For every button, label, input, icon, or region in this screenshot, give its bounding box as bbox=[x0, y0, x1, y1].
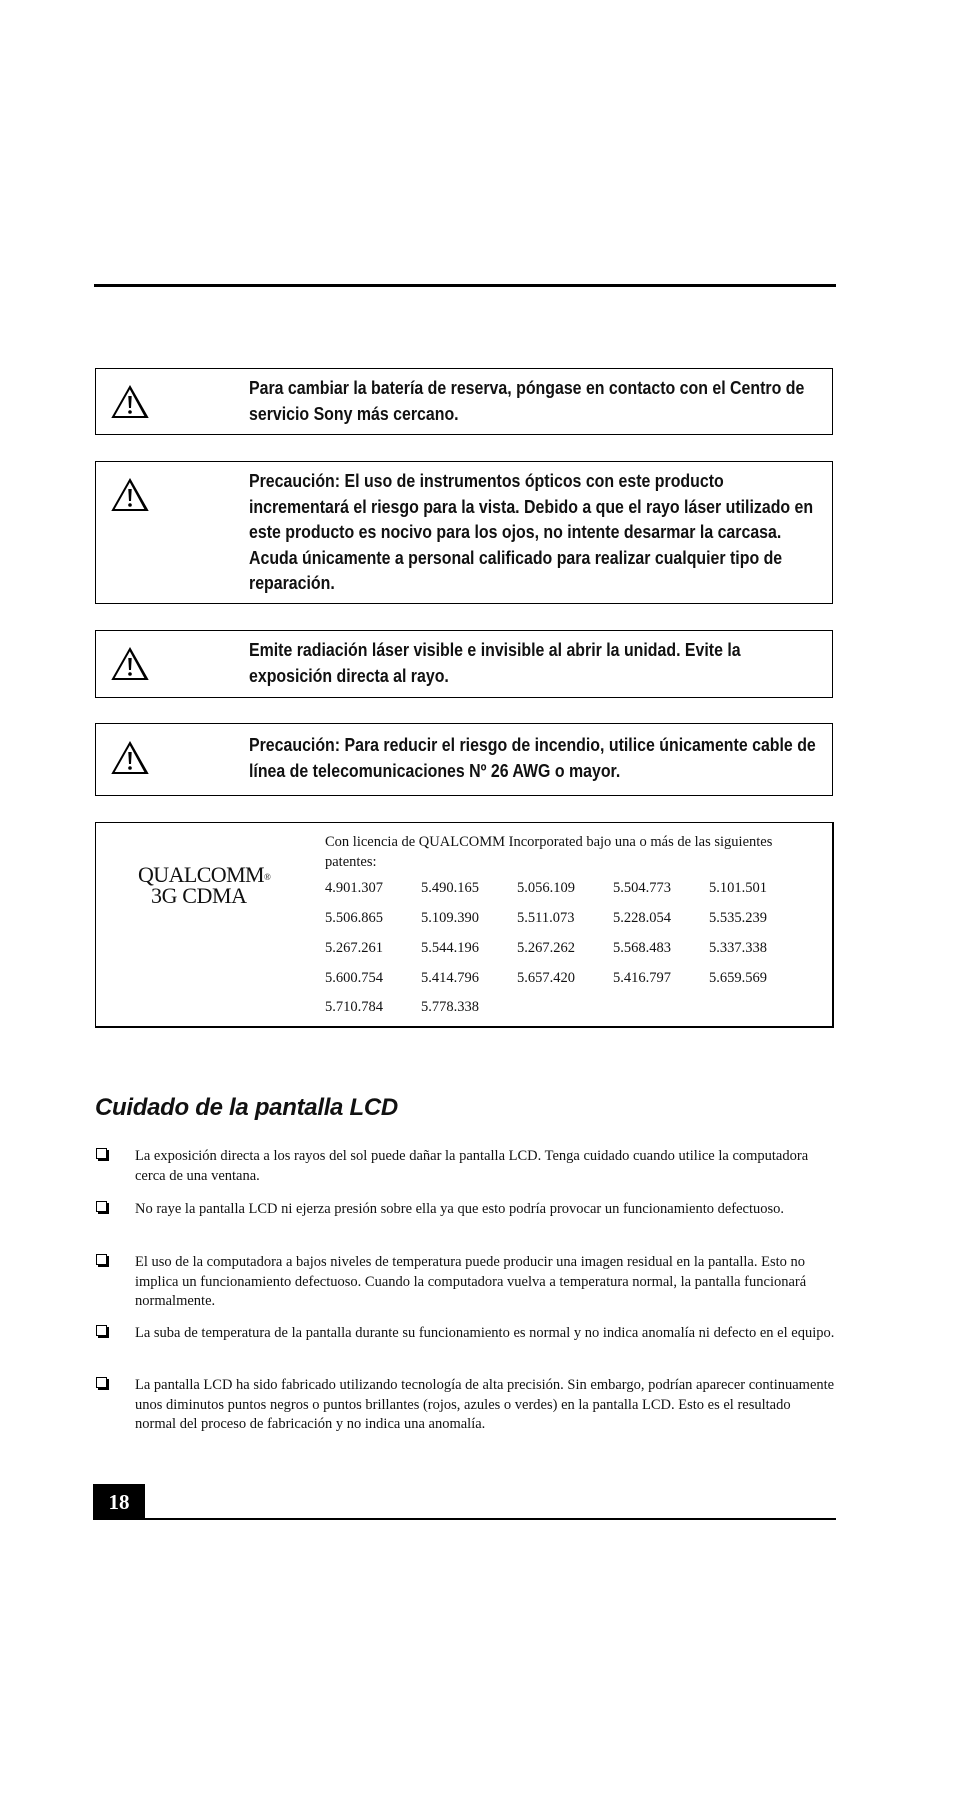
patent-number: 5.504.773 bbox=[613, 880, 671, 896]
checkbox-bullet-icon bbox=[96, 1325, 107, 1336]
patent-number: 5.416.797 bbox=[613, 970, 671, 986]
warning-text: Emite radiación láser visible e invisible al abrir la unidad. Evite la exposición directa al rayo. bbox=[249, 639, 741, 686]
patent-number: 5.056.109 bbox=[517, 880, 575, 896]
warning-triangle-icon bbox=[111, 741, 149, 775]
patent-number: 4.901.307 bbox=[325, 880, 383, 896]
list-item-text: La exposición directa a los rayos del sol puede dañar la pantalla LCD. Tenga cuidado cuando utilice la computadora cerca de una ventana. bbox=[135, 1148, 809, 1184]
patent-number: 5.659.569 bbox=[709, 970, 767, 986]
patent-number: 5.511.073 bbox=[517, 910, 575, 926]
warning-box-battery bbox=[95, 368, 833, 435]
patent-number: 5.228.054 bbox=[613, 910, 671, 926]
license-intro: Con licencia de QUALCOMM Incorporated bajo una o más de las siguientes patentes: bbox=[325, 834, 773, 870]
cdma-logo-text: 3G CDMA bbox=[151, 883, 247, 908]
page-number: 18 bbox=[93, 1484, 145, 1520]
patent-number: 5.490.165 bbox=[421, 880, 479, 896]
checkbox-bullet-icon bbox=[96, 1377, 107, 1388]
patent-number: 5.414.796 bbox=[421, 970, 479, 986]
list-item-text: La pantalla LCD ha sido fabricado utilizando tecnología de alta precisión. Sin embargo, podrían aparecer continuamente unos diminutos puntos negros o puntos brillantes (rojos, azules o verdes) en la pantalla LCD. Esto es el resultado normal del proceso de fabricación y no indica una anomalía. bbox=[135, 1377, 835, 1432]
footer-rule bbox=[93, 1518, 836, 1520]
qualcomm-logo: QUALCOMM® bbox=[138, 862, 271, 887]
patent-number: 5.778.338 bbox=[421, 999, 479, 1015]
list-item-text: El uso de la computadora a bajos niveles de temperatura puede producir una imagen residual en la pantalla. Esto no implica un funcionamiento defectuoso. Cuando la computadora vuelva a temperatura normal, la pantalla funcionará normalmente. bbox=[135, 1254, 807, 1309]
patent-number: 5.506.865 bbox=[325, 910, 383, 926]
patent-number: 5.710.784 bbox=[325, 999, 383, 1015]
patent-number: 5.535.239 bbox=[709, 910, 767, 926]
warning-text: Precaución: Para reducir el riesgo de incendio, utilice únicamente cable de línea de telecomunicaciones Nº 26 AWG o mayor. bbox=[249, 734, 816, 781]
patent-number: 5.267.261 bbox=[325, 940, 383, 956]
patent-number: 5.600.754 bbox=[325, 970, 383, 986]
warning-triangle-icon bbox=[111, 385, 149, 419]
warning-box-laser bbox=[95, 630, 833, 698]
patent-number: 5.101.501 bbox=[709, 880, 767, 896]
patent-number: 5.568.483 bbox=[613, 940, 671, 956]
patent-number: 5.657.420 bbox=[517, 970, 575, 986]
warning-triangle-icon bbox=[111, 478, 149, 512]
patent-number: 5.544.196 bbox=[421, 940, 479, 956]
warning-text: Para cambiar la batería de reserva, póngase en contacto con el Centro de servicio Sony más cercano. bbox=[249, 377, 805, 424]
patent-number: 5.267.262 bbox=[517, 940, 575, 956]
section-title: Cuidado de la pantalla LCD bbox=[95, 1094, 398, 1121]
header-rule bbox=[94, 284, 836, 287]
list-item-text: La suba de temperatura de la pantalla durante su funcionamiento es normal y no indica anomalía ni defecto en el equipo. bbox=[135, 1325, 835, 1341]
patent-number: 5.109.390 bbox=[421, 910, 479, 926]
checkbox-bullet-icon bbox=[96, 1254, 107, 1265]
checkbox-bullet-icon bbox=[96, 1148, 107, 1159]
patent-number: 5.337.338 bbox=[709, 940, 767, 956]
qualcomm-license-box bbox=[95, 822, 834, 1028]
list-item-text: No raye la pantalla LCD ni ejerza presión sobre ella ya que esto podría provocar un funcionamiento defectuoso. bbox=[135, 1201, 785, 1217]
warning-text: Precaución: El uso de instrumentos ópticos con este producto incrementará el riesgo para la vista. Debido a que el rayo láser utilizado en este producto es nocivo para los ojos, no intente desarmar la carcasa. Acuda únicamente a personal calificado para realizar cualquier tipo de reparación. bbox=[249, 470, 814, 593]
warning-triangle-icon bbox=[111, 647, 149, 681]
warning-box-fire bbox=[95, 723, 833, 796]
checkbox-bullet-icon bbox=[96, 1201, 107, 1212]
warning-box-optical bbox=[95, 461, 833, 604]
